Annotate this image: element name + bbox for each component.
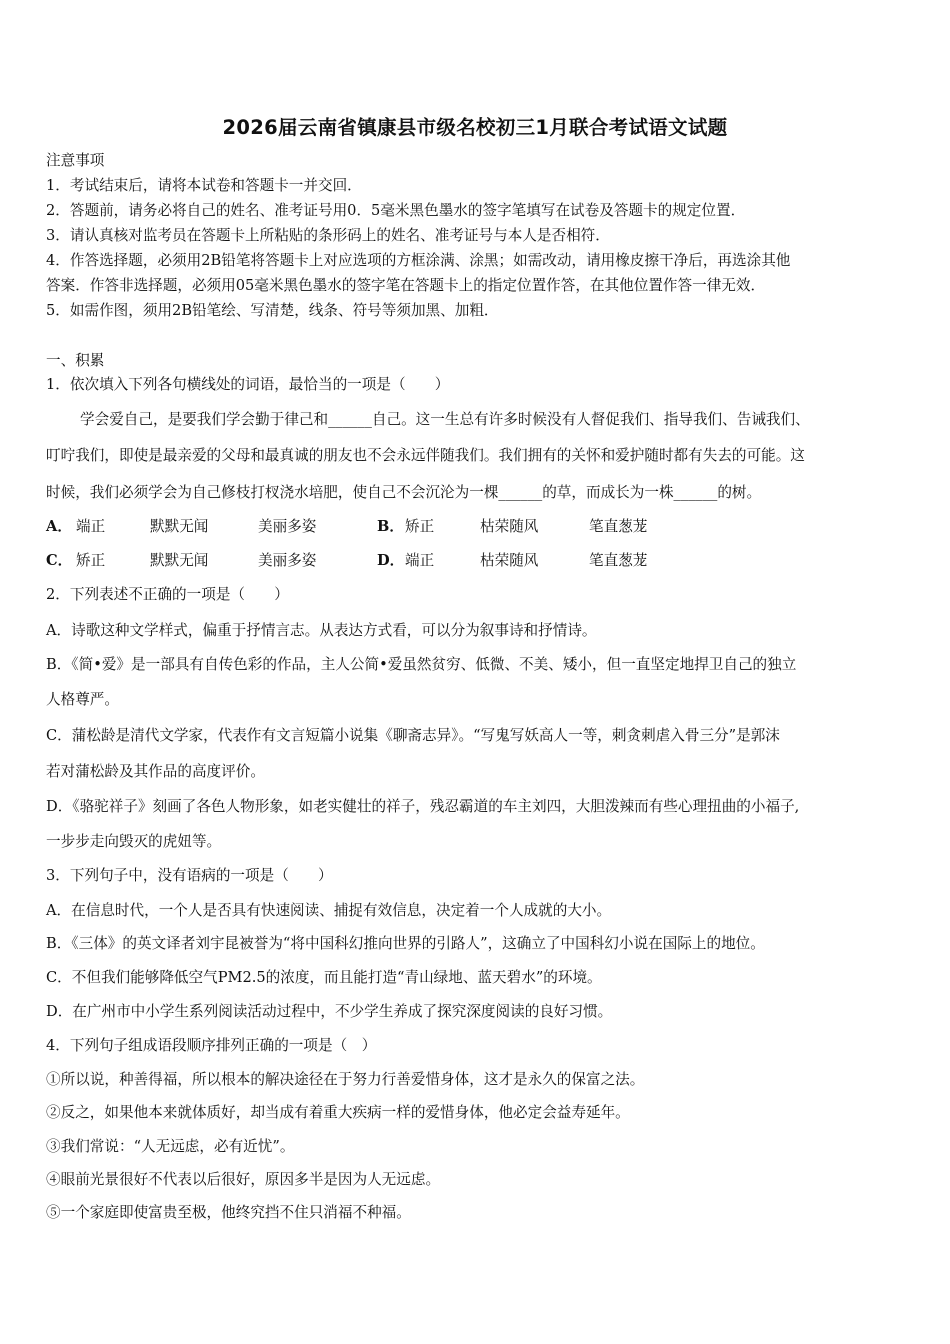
- option-word: 默默无闻: [150, 518, 209, 535]
- option-letter: B．: [377, 518, 404, 535]
- option-line: 一步步走向毁灭的虎妞等。: [46, 833, 222, 850]
- option-word: 默默无闻: [150, 552, 209, 569]
- notice-line: 5．如需作图，须用2B铅笔绘、写清楚，线条、符号等须加黑、加粗．: [46, 302, 499, 319]
- question-stem-3: 3．下列句子中，没有语病的一项是（ ）: [46, 867, 333, 884]
- section-heading: 一、积累: [46, 352, 105, 369]
- option-word: 笔直葱茏: [589, 518, 648, 535]
- option-line: B．《简•爱》是一部具有自传色彩的作品，主人公简•爱虽然贫穷、低微、不美、矮小，但一直坚定地捍卫自己的独立: [46, 656, 797, 673]
- exam-title: 2026届云南省镇康县市级名校初三1月联合考试语文试题: [222, 116, 728, 139]
- sentence-line: ⑤一个家庭即使富贵至极，他终究挡不住只消福不种福。: [46, 1204, 411, 1221]
- passage-line: 叮咛我们，即使是最亲爱的父母和最真诚的朋友也不会永远伴随我们。我们拥有的关怀和爱护随时都有失去的可能。这: [46, 447, 805, 464]
- option-line: A．诗歌这种文学样式，偏重于抒情言志。从表达方式看，可以分为叙事诗和抒情诗。: [46, 622, 597, 639]
- notice-line: 3．请认真核对监考员在答题卡上所粘贴的条形码上的姓名、准考证号与本人是否相符．: [46, 227, 610, 244]
- option-word: 美丽多姿: [258, 518, 317, 535]
- sentence-line: ②反之，如果他本来就体质好，却当成有着重大疾病一样的爱惜身体，他必定会益寿延年。: [46, 1104, 630, 1121]
- option-word: 枯荣随风: [480, 518, 539, 535]
- notice-line: 4．作答选择题，必须用2B铅笔将答题卡上对应选项的方框涂满、涂黑；如需改动，请用橡皮擦干净后，再选涂其他: [46, 252, 791, 269]
- option-line: D．《骆驼祥子》刻画了各色人物形象，如老实健壮的祥子，残忍霸道的车主刘四，大胆泼辣而有些心理扭曲的小福子,: [46, 798, 800, 815]
- option-line: 若对蒲松龄及其作品的高度评价。: [46, 763, 265, 780]
- question-stem-2: 2．下列表述不正确的一项是（ ）: [46, 586, 289, 603]
- option-line: 人格尊严。: [46, 691, 119, 708]
- option-line: A．在信息时代，一个人是否具有快速阅读、捕捉有效信息，决定着一个人成就的大小。: [46, 902, 612, 919]
- sentence-line: ①所以说，种善得福，所以根本的解决途径在于努力行善爱惜身体，这才是永久的保富之法。: [46, 1071, 645, 1088]
- notice-heading: 注意事项: [46, 152, 105, 169]
- option-line: D．在广州市中小学生系列阅读活动过程中，不少学生养成了探究深度阅读的良好习惯。: [46, 1003, 613, 1020]
- option-letter: A．: [46, 518, 72, 535]
- option-word: 矫正: [405, 518, 435, 535]
- option-line: C．蒲松龄是清代文学家，代表作有文言短篇小说集《聊斋志异》。“写鬼写妖高人一等，刺贪刺虐入骨三分”是郭沫: [46, 727, 780, 744]
- option-letter: C．: [46, 552, 73, 569]
- option-word: 美丽多姿: [258, 552, 317, 569]
- option-word: 笔直葱茏: [589, 552, 648, 569]
- notice-line: 答案．作答非选择题，必须用05毫米黑色墨水的签字笔在答题卡上的指定位置作答，在其他位置作答一律无效．: [46, 277, 766, 294]
- option-word: 枯荣随风: [480, 552, 539, 569]
- option-letter: D．: [377, 552, 405, 569]
- option-word: 端正: [76, 518, 106, 535]
- passage-line: 学会爱自己，是要我们学会勤于律己和______自己。这一生总有许多时候没有人督促我们、指导我们、告诫我们、: [80, 411, 810, 428]
- option-word: 矫正: [76, 552, 106, 569]
- question-stem-1: 1．依次填入下列各句横线处的词语，最恰当的一项是（ ）: [46, 376, 450, 393]
- sentence-line: ③我们常说：“人无远虑，必有近忧”。: [46, 1138, 295, 1155]
- sentence-line: ④眼前光景很好不代表以后很好，原因多半是因为人无远虑。: [46, 1171, 441, 1188]
- option-line: B．《三体》的英文译者刘宇昆被誉为“将中国科幻推向世界的引路人”，这确立了中国科幻小说在国际上的地位。: [46, 935, 765, 952]
- question-stem-4: 4．下列句子组成语段顺序排列正确的一项是（ ）: [46, 1037, 377, 1054]
- notice-line: 1．考试结束后，请将本试卷和答题卡一并交回．: [46, 177, 362, 194]
- option-word: 端正: [405, 552, 435, 569]
- option-line: C．不但我们能够降低空气PM2.5的浓度，而且能打造“青山绿地、蓝天碧水”的环境。: [46, 969, 602, 986]
- passage-line: 时候，我们必须学会为自己修枝打杈浇水培肥，使自己不会沉沦为一棵______的草，而成长为一株______的树。: [46, 484, 762, 501]
- notice-line: 2．答题前，请务必将自己的姓名、准考证号用0．5毫米黑色墨水的签字笔填写在试卷及答题卡的规定位置．: [46, 202, 746, 219]
